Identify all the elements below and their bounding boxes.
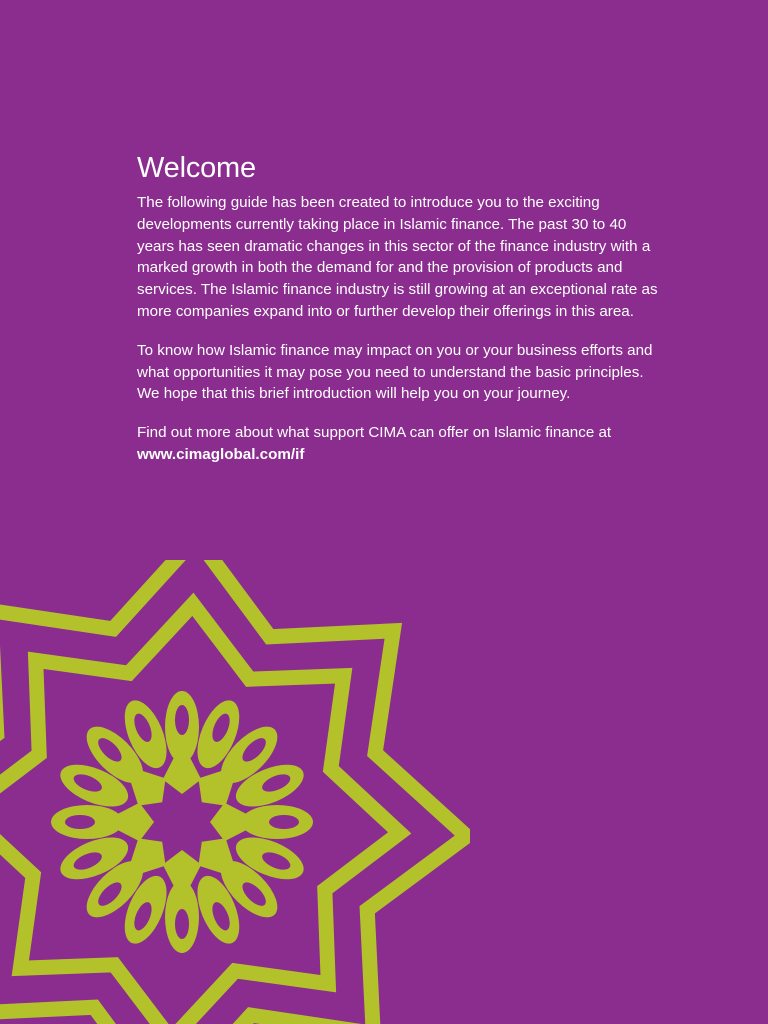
outer-star-band [0,560,467,1024]
principles-paragraph: To know how Islamic finance may impact on you or your business efforts and what opportunities it may pose you need to understand the basic principles. We hope that this brief introduction will help you on your journey. [137,341,653,403]
support-paragraph [137,422,667,466]
cima-link[interactable]: www.cimaglobal.com/if [137,445,305,463]
rosette-petal-hole [175,909,189,939]
support-text: Find out more about what support CIMA can offer on Islamic finance at [137,424,612,442]
rosette-petal-hole [65,815,95,829]
welcome-section [137,150,667,483]
rosette-petal-hole [269,815,299,829]
islamic-star-ornament-icon [0,560,470,1024]
page-title: Welcome [137,152,256,184]
intro-paragraph: The following guide has been created to introduce you to the exciting developments currently taking place in Islamic finance. The past 30 to 40 years has seen dramatic changes in this sector of the finance industry with a marked growth in both the demand for and the provision of products and services. The Islamic finance industry is still growing at an exceptional rate as more companies expand into or further develop their offerings in this area. [137,194,658,320]
rosette-petal-hole [175,705,189,735]
ornament-group [0,560,467,1024]
